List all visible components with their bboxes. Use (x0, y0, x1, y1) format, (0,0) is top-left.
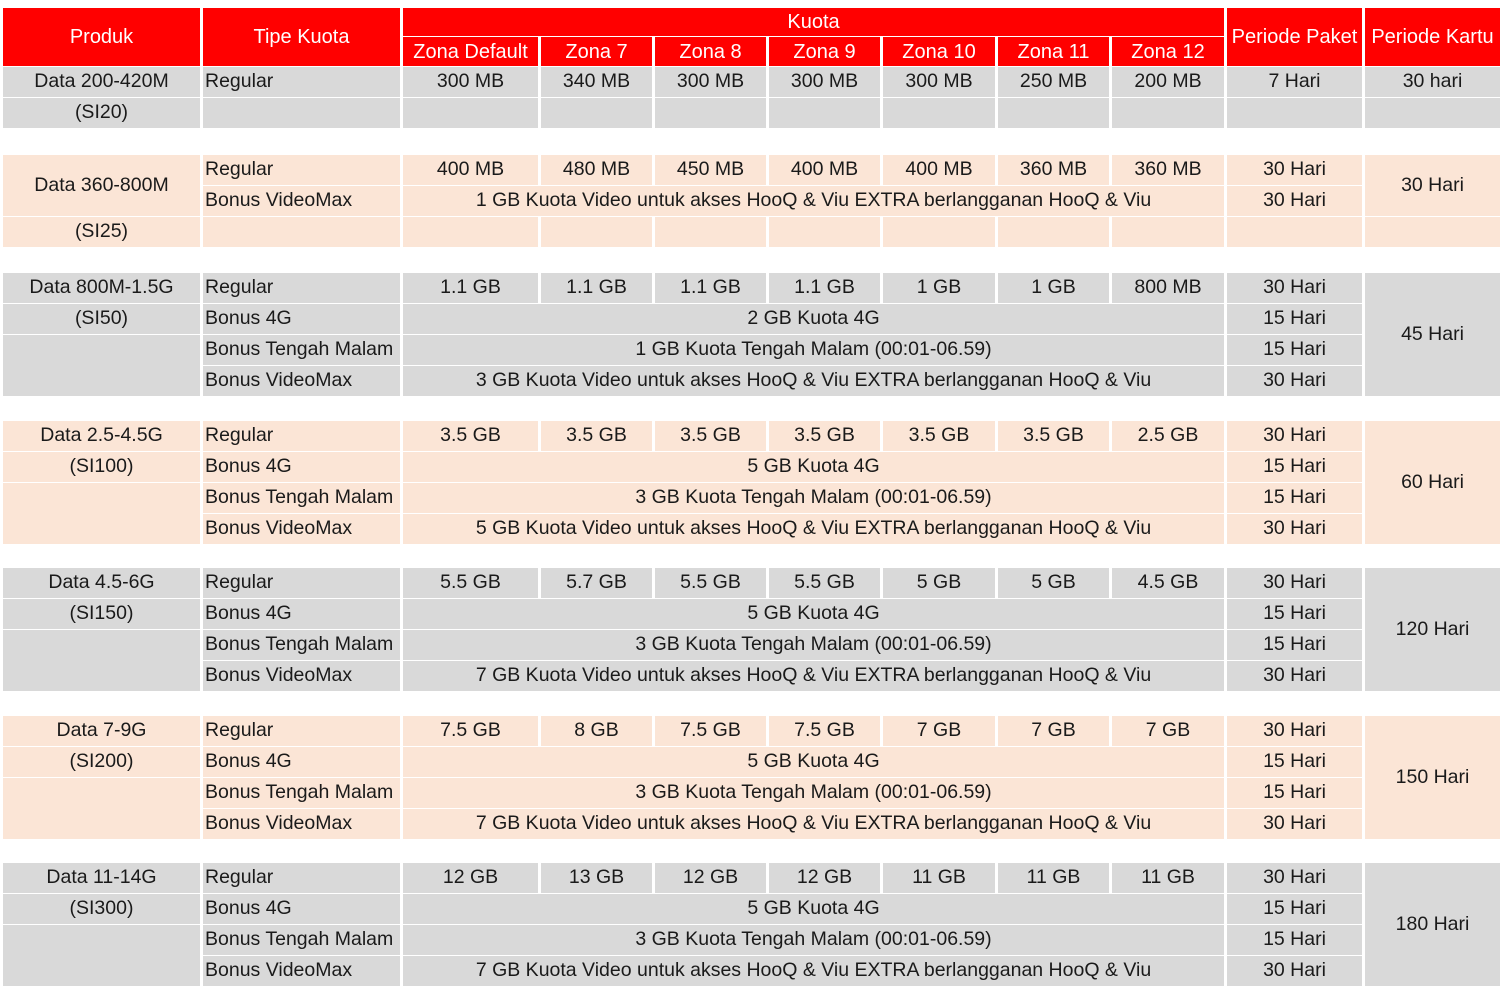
empty-cell (203, 98, 400, 128)
card-period: 60 Hari (1365, 421, 1500, 544)
empty-cell (1227, 217, 1362, 247)
zone-quota-cell: 12 GB (403, 863, 538, 893)
zone-quota-cell: 12 GB (769, 863, 880, 893)
product-code: (SI100) (3, 452, 200, 482)
zone-quota-cell: 3.5 GB (769, 421, 880, 451)
product-code: (SI20) (3, 98, 200, 128)
zone-quota-cell: 1 GB (998, 273, 1109, 303)
zone-quota-cell: 13 GB (541, 863, 652, 893)
header-zone: Zona 9 (769, 37, 880, 66)
zone-quota-cell: 7.5 GB (403, 716, 538, 746)
package-period: 30 Hari (1227, 514, 1362, 544)
quota-type: Bonus VideoMax (203, 366, 400, 396)
card-period: 150 Hari (1365, 716, 1500, 839)
package-period: 15 Hari (1227, 747, 1362, 777)
bonus-description: 3 GB Kuota Tengah Malam (00:01-06.59) (403, 778, 1224, 808)
bonus-description: 5 GB Kuota 4G (403, 599, 1224, 629)
zone-quota-cell: 3.5 GB (883, 421, 995, 451)
header-periode-kartu: Periode Kartu (1365, 8, 1500, 66)
empty-cell (769, 217, 880, 247)
product-blank (3, 483, 200, 544)
product-name: Data 7-9G (3, 716, 200, 746)
empty-cell (883, 98, 995, 128)
zone-quota-cell: 450 MB (655, 155, 766, 185)
zone-quota-cell: 5.7 GB (541, 568, 652, 598)
package-period: 15 Hari (1227, 599, 1362, 629)
zone-quota-cell: 300 MB (403, 67, 538, 97)
zone-quota-cell: 200 MB (1112, 67, 1224, 97)
bonus-description: 1 GB Kuota Tengah Malam (00:01-06.59) (403, 335, 1224, 365)
package-period: 30 Hari (1227, 186, 1362, 216)
package-period: 30 Hari (1227, 956, 1362, 986)
zone-quota-cell: 12 GB (655, 863, 766, 893)
quota-type: Bonus 4G (203, 304, 400, 334)
product-name: Data 800M-1.5G (3, 273, 200, 303)
bonus-description: 1 GB Kuota Video untuk akses HooQ & Viu EXTRA berlangganan HooQ & Viu (403, 186, 1224, 216)
card-period: 180 Hari (1365, 863, 1500, 986)
zone-quota-cell: 1.1 GB (541, 273, 652, 303)
zone-quota-cell: 3.5 GB (403, 421, 538, 451)
card-period: 120 Hari (1365, 568, 1500, 691)
empty-cell (998, 217, 1109, 247)
header-zone: Zona 8 (655, 37, 766, 66)
zone-quota-cell: 7 GB (883, 716, 995, 746)
product-code: (SI200) (3, 747, 200, 777)
package-period: 15 Hari (1227, 778, 1362, 808)
product-blank (3, 335, 200, 396)
zone-quota-cell: 7.5 GB (769, 716, 880, 746)
zone-quota-cell: 5.5 GB (769, 568, 880, 598)
card-period: 30 Hari (1365, 155, 1500, 216)
package-period: 30 Hari (1227, 366, 1362, 396)
empty-cell (655, 217, 766, 247)
bonus-description: 2 GB Kuota 4G (403, 304, 1224, 334)
empty-cell (883, 217, 995, 247)
quota-type: Regular (203, 273, 400, 303)
package-period: 30 Hari (1227, 809, 1362, 839)
zone-quota-cell: 340 MB (541, 67, 652, 97)
quota-type: Regular (203, 155, 400, 185)
zone-quota-cell: 1.1 GB (403, 273, 538, 303)
product-name: Data 2.5-4.5G (3, 421, 200, 451)
empty-cell (769, 98, 880, 128)
quota-type: Bonus Tengah Malam (203, 335, 400, 365)
zone-quota-cell: 1 GB (883, 273, 995, 303)
header-zone: Zona Default (403, 37, 538, 66)
card-period: 45 Hari (1365, 273, 1500, 396)
quota-type: Bonus VideoMax (203, 956, 400, 986)
zone-quota-cell: 7 GB (998, 716, 1109, 746)
bonus-description: 3 GB Kuota Tengah Malam (00:01-06.59) (403, 630, 1224, 660)
package-period: 15 Hari (1227, 335, 1362, 365)
bonus-description: 3 GB Kuota Tengah Malam (00:01-06.59) (403, 925, 1224, 955)
package-period: 15 Hari (1227, 452, 1362, 482)
quota-type: Bonus Tengah Malam (203, 778, 400, 808)
quota-type: Bonus Tengah Malam (203, 925, 400, 955)
quota-type: Bonus 4G (203, 894, 400, 924)
zone-quota-cell: 7.5 GB (655, 716, 766, 746)
zone-quota-cell: 480 MB (541, 155, 652, 185)
quota-type: Bonus 4G (203, 599, 400, 629)
empty-cell (203, 217, 400, 247)
zone-quota-cell: 300 MB (883, 67, 995, 97)
bonus-description: 7 GB Kuota Video untuk akses HooQ & Viu EXTRA berlangganan HooQ & Viu (403, 956, 1224, 986)
bonus-description: 7 GB Kuota Video untuk akses HooQ & Viu EXTRA berlangganan HooQ & Viu (403, 661, 1224, 691)
card-period: 30 hari (1365, 67, 1500, 97)
empty-cell (541, 98, 652, 128)
zone-quota-cell: 400 MB (769, 155, 880, 185)
zone-quota-cell: 300 MB (769, 67, 880, 97)
bonus-description: 5 GB Kuota 4G (403, 894, 1224, 924)
empty-cell (1112, 98, 1224, 128)
zone-quota-cell: 7 GB (1112, 716, 1224, 746)
zone-quota-cell: 400 MB (883, 155, 995, 185)
product-blank (3, 778, 200, 839)
quota-type: Bonus 4G (203, 452, 400, 482)
bonus-description: 5 GB Kuota 4G (403, 747, 1224, 777)
zone-quota-cell: 11 GB (1112, 863, 1224, 893)
empty-cell (1112, 217, 1224, 247)
package-period: 15 Hari (1227, 630, 1362, 660)
zone-quota-cell: 4.5 GB (1112, 568, 1224, 598)
zone-quota-cell: 250 MB (998, 67, 1109, 97)
header-zone: Zona 7 (541, 37, 652, 66)
header-zone: Zona 10 (883, 37, 995, 66)
quota-type: Bonus VideoMax (203, 661, 400, 691)
zone-quota-cell: 800 MB (1112, 273, 1224, 303)
zone-quota-cell: 3.5 GB (998, 421, 1109, 451)
package-period: 30 Hari (1227, 863, 1362, 893)
header-tipe-kuota: Tipe Kuota (203, 8, 400, 66)
bonus-description: 7 GB Kuota Video untuk akses HooQ & Viu EXTRA berlangganan HooQ & Viu (403, 809, 1224, 839)
quota-type: Bonus VideoMax (203, 514, 400, 544)
empty-cell (998, 98, 1109, 128)
empty-cell (403, 217, 538, 247)
quota-type: Regular (203, 67, 400, 97)
package-period: 30 Hari (1227, 716, 1362, 746)
zone-quota-cell: 5.5 GB (655, 568, 766, 598)
quota-type: Regular (203, 568, 400, 598)
zone-quota-cell: 8 GB (541, 716, 652, 746)
zone-quota-cell: 360 MB (998, 155, 1109, 185)
zone-quota-cell: 5.5 GB (403, 568, 538, 598)
package-period: 30 Hari (1227, 568, 1362, 598)
bonus-description: 5 GB Kuota 4G (403, 452, 1224, 482)
zone-quota-cell: 400 MB (403, 155, 538, 185)
zone-quota-cell: 2.5 GB (1112, 421, 1224, 451)
zone-quota-cell: 300 MB (655, 67, 766, 97)
package-period: 30 Hari (1227, 661, 1362, 691)
zone-quota-cell: 3.5 GB (655, 421, 766, 451)
card-period-blank (1365, 217, 1500, 247)
zone-quota-cell: 5 GB (998, 568, 1109, 598)
package-period: 30 Hari (1227, 421, 1362, 451)
product-blank (3, 925, 200, 986)
product-name: Data 11-14G (3, 863, 200, 893)
card-period-blank (1365, 98, 1500, 128)
bonus-description: 5 GB Kuota Video untuk akses HooQ & Viu EXTRA berlangganan HooQ & Viu (403, 514, 1224, 544)
zone-quota-cell: 1.1 GB (655, 273, 766, 303)
header-kuota: Kuota (403, 8, 1224, 36)
product-code: (SI25) (3, 217, 200, 247)
product-name: Data 200-420M (3, 67, 200, 97)
bonus-description: 3 GB Kuota Tengah Malam (00:01-06.59) (403, 483, 1224, 513)
zone-quota-cell: 1.1 GB (769, 273, 880, 303)
empty-cell (1227, 98, 1362, 128)
package-period: 15 Hari (1227, 483, 1362, 513)
quota-type: Bonus VideoMax (203, 186, 400, 216)
quota-type: Bonus Tengah Malam (203, 630, 400, 660)
package-period: 30 Hari (1227, 155, 1362, 185)
quota-type: Regular (203, 716, 400, 746)
zone-quota-cell: 5 GB (883, 568, 995, 598)
package-period: 30 Hari (1227, 273, 1362, 303)
product-code: (SI50) (3, 304, 200, 334)
header-produk: Produk (3, 8, 200, 66)
product-name: Data 4.5-6G (3, 568, 200, 598)
zone-quota-cell: 3.5 GB (541, 421, 652, 451)
zone-quota-cell: 11 GB (998, 863, 1109, 893)
header-zone: Zona 12 (1112, 37, 1224, 66)
empty-cell (541, 217, 652, 247)
header-zone: Zona 11 (998, 37, 1109, 66)
package-period: 15 Hari (1227, 304, 1362, 334)
empty-cell (655, 98, 766, 128)
package-period: 15 Hari (1227, 925, 1362, 955)
zone-quota-cell: 360 MB (1112, 155, 1224, 185)
quota-type: Regular (203, 863, 400, 893)
bonus-description: 3 GB Kuota Video untuk akses HooQ & Viu EXTRA berlangganan HooQ & Viu (403, 366, 1224, 396)
package-period: 7 Hari (1227, 67, 1362, 97)
quota-type: Bonus Tengah Malam (203, 483, 400, 513)
header-periode-paket: Periode Paket (1227, 8, 1362, 66)
product-blank (3, 630, 200, 691)
zone-quota-cell: 11 GB (883, 863, 995, 893)
empty-cell (403, 98, 538, 128)
product-code: (SI300) (3, 894, 200, 924)
product-code: (SI150) (3, 599, 200, 629)
quota-type: Regular (203, 421, 400, 451)
quota-type: Bonus VideoMax (203, 809, 400, 839)
product-name: Data 360-800M (3, 155, 200, 216)
quota-type: Bonus 4G (203, 747, 400, 777)
package-period: 15 Hari (1227, 894, 1362, 924)
